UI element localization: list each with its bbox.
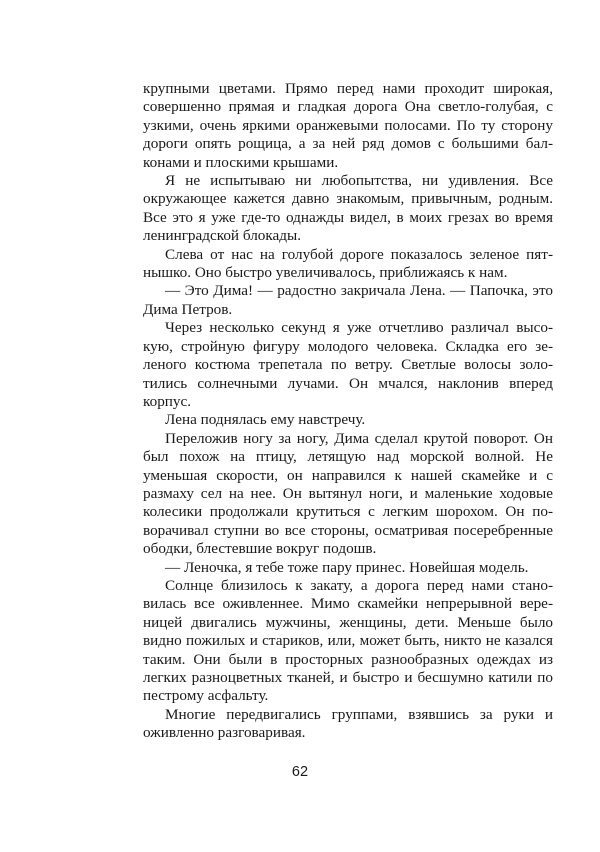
paragraph: — Леночка, я тебе тоже пару принес. Новейшая модель. [165, 558, 529, 576]
paragraph: Я не испытываю ни любопытства, ни удивления. Все окружающее кажется давно знакомым, привычным, родным. Все это я уже где-то однажды видел, в моих грезах во время ленинградской блокады. [143, 172, 553, 245]
paragraph: Переложив ногу за ногу, Дима сделал крутой поворот. Он был похож на птицу, летящую над морской волной. Не уменьшая скорости, он направился к нашей скамейке и с размаху сел на нее. Он вытянул ноги, и маленькие ходовые колесики продолжали крутиться с легким шорохом. Он поворачивал ступни во все стороны, осматривая посеребренные ободки, блестевшие вокруг подошв. [143, 429, 553, 558]
paragraph: — Это Дима! — радостно закричала Лена. — Папочка, это Дима Петров. [143, 282, 553, 318]
page-number: 62 [291, 764, 309, 780]
paragraph: Лена поднялась ему навстречу. [165, 411, 366, 429]
paragraph: Многие передвигались группами, взявшись за руки и оживленно разговаривая. [143, 705, 553, 742]
paragraph: Солнце близилось к закату, а дорога перед нами становилась все оживленнее. Мимо скамейки непрерывной вереницей двигались мужчины, женщины, дети. Меньше было видно пожилых и стариков, или, может быть, никто не казался таким. Они были в просторных разнообразных одеждах из легких разноцветных тканей, и быстро и бесшумно катили по пестрому асфальту. [143, 576, 553, 705]
paragraph: Слева от нас на голубой дороге показалось зеленое пятнышко. Оно быстро увеличивалось, приближаясь к нам. [143, 245, 553, 282]
text-body [143, 80, 553, 743]
paragraph: крупными цветами. Прямо перед нами проходит широкая, совершенно прямая и гладкая дорога Она светло-голубая, с узкими, очень яркими оранжевыми полосами. По ту сторону дороги опять рощица, а за ней ряд домов с большими балконами и плоскими крышами. [143, 80, 553, 171]
paragraph: Через несколько секунд я уже отчетливо различал высокую, стройную фигуру молодого человека. Складка его зеленого костюма трепетала по ветру. Светлые волосы золотились солнечными лучами. Он мчался, наклонив вперед корпус. [143, 319, 553, 410]
